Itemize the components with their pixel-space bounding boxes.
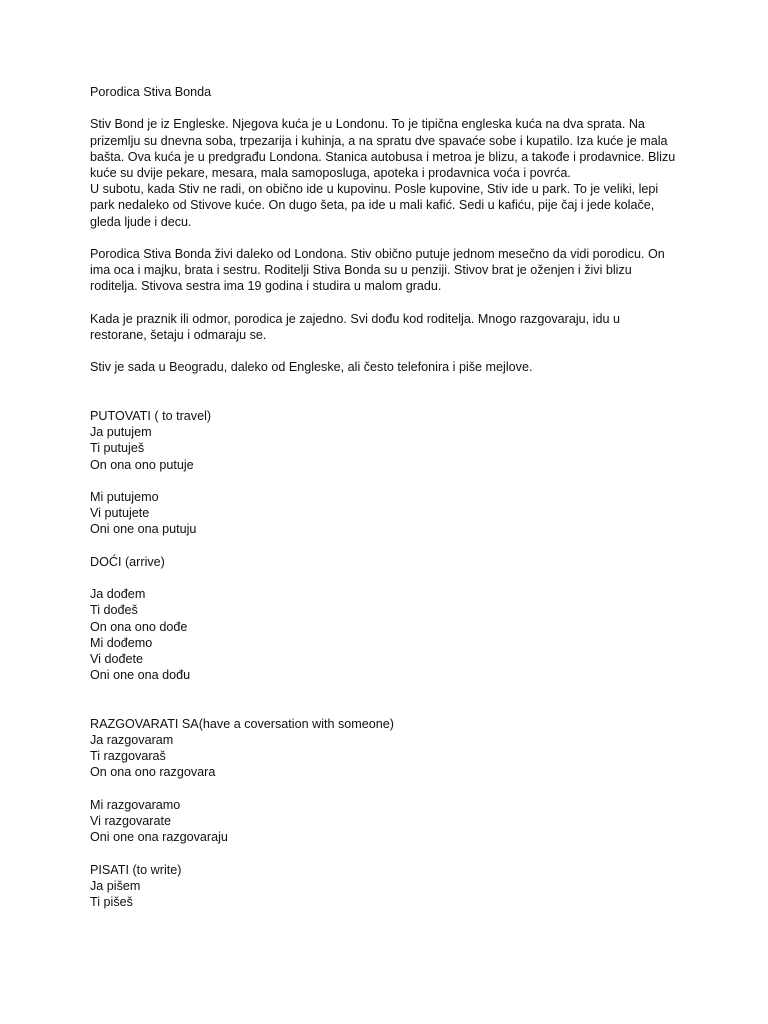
- spacer: [90, 295, 680, 311]
- verb-razgovarati-singular: Ja razgovaram Ti razgovaraš On ona ono razgovara: [90, 732, 216, 780]
- verb-pisati-heading: PISATI (to write): [90, 862, 182, 877]
- verb-razgovarati-plural: Mi razgovaramo Vi razgovarate Oni one ona razgovaraju: [90, 797, 228, 845]
- document-body: [90, 84, 680, 910]
- spacer: [90, 781, 680, 797]
- paragraph-3: Porodica Stiva Bonda živi daleko od Londona. Stiv obično putuje jednom mesečno da vidi porodicu. On ima oca i majku, brata i sestru. Roditelji Stiva Bonda su u penziji. Stivov brat je oženjen i živi blizu roditelja. Stivova sestra ima 19 godina i studira u malom gradu.: [90, 247, 665, 294]
- verb-putovati-singular: Ja putujem Ti putuješ On ona ono putuje: [90, 425, 194, 472]
- spacer: [90, 538, 680, 554]
- verb-doci-conjugation: Ja dođem Ti dođeš On ona ono dođe Mi dođemo Vi dođete Oni one ona dođu: [90, 587, 191, 683]
- spacer: [90, 343, 680, 359]
- paragraph-5: Stiv je sada u Beogradu, daleko od Engleske, ali često telefonira i piše mejlove.: [90, 360, 533, 375]
- paragraph-4: Kada je praznik ili odmor, porodica je zajedno. Svi dođu kod roditelja. Mnogo razgovaraju, idu u restorane, šetaju i odmaraju se.: [90, 311, 620, 342]
- spacer: [90, 845, 680, 861]
- verb-razgovarati-heading: RAZGOVARATI SA(have a coversation with someone): [90, 716, 394, 731]
- verb-doci-heading: DOĆI (arrive): [90, 554, 165, 569]
- verb-putovati-plural: Mi putujemo Vi putujete Oni one ona putuju: [90, 489, 197, 537]
- spacer: [90, 473, 680, 489]
- spacer: [90, 376, 680, 408]
- verb-pisati-singular: Ja pišem Ti pišeš: [90, 878, 141, 909]
- spacer: [90, 570, 680, 586]
- spacer: [90, 100, 680, 116]
- spacer: [90, 230, 680, 246]
- verb-putovati-heading: PUTOVATI ( to travel): [90, 408, 212, 423]
- spacer: [90, 683, 680, 715]
- document-title: Porodica Stiva Bonda: [90, 85, 212, 99]
- paragraph-2: U subotu, kada Stiv ne radi, on obično ide u kupovinu. Posle kupovine, Stiv ide u park. To je veliki, lepi park nedaleko od Stivove kuće. On dugo šeta, pa ide u mali kafić. Sedi u kafiću, pije čaj i jede kolače, gleda ljude i decu.: [90, 182, 659, 229]
- paragraph-1: Stiv Bond je iz Engleske. Njegova kuća je u Londonu. To je tipična engleska kuća na dva sprata. Na prizemlju su dnevna soba, trpezarija i kuhinja, a na spratu dve spavaće sobe i kupatilo. Iza kuće je mala bašta. Ova kuća je u predgrađu Londona. Stanica autobusa i metroa je blizu, a takođe i prodavnice. Blizu kuće su dvije pekare, mesara, mala samoposluga, apoteka i prodavnica voća i povrća.: [90, 117, 676, 180]
